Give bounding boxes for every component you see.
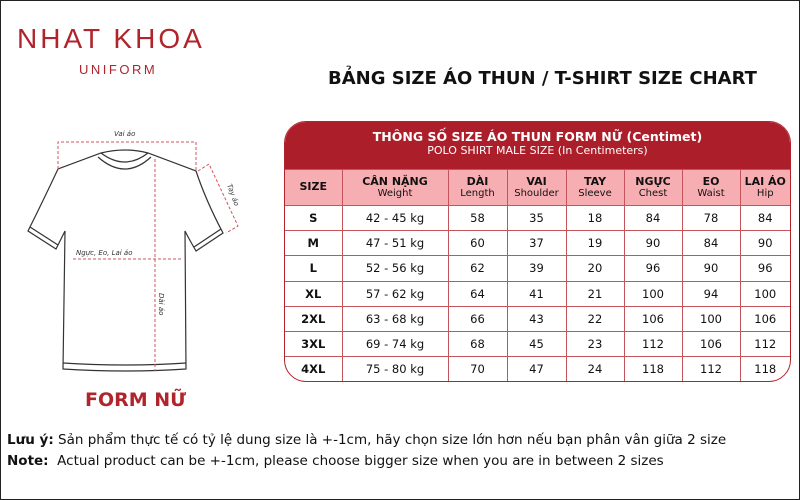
form-label: FORM NỮ — [85, 389, 187, 411]
table-row — [285, 206, 790, 231]
column-header-en: Chest — [638, 188, 668, 200]
table-row — [285, 281, 790, 306]
table-cell: 42 - 45 kg — [342, 206, 448, 231]
table-cell: 118 — [740, 357, 790, 382]
table-subtitle: POLO SHIRT MALE SIZE (In Centimeters) — [427, 144, 648, 157]
column-header — [624, 170, 682, 206]
column-header-en: Waist — [697, 188, 725, 200]
size-cell: 3XL — [285, 331, 342, 356]
sleeve-label: Tay áo — [225, 182, 241, 208]
table-cell: 69 - 74 kg — [342, 331, 448, 356]
brand-logo: NHAT KHOA — [17, 23, 205, 54]
table-cell: 84 — [740, 206, 790, 231]
size-cell: 4XL — [285, 357, 342, 382]
table-cell: 112 — [740, 331, 790, 356]
table-cell: 52 - 56 kg — [342, 256, 448, 281]
table-row — [285, 306, 790, 331]
table-row — [285, 357, 790, 382]
table-cell: 66 — [448, 306, 507, 331]
column-header-vi: TAY — [583, 174, 607, 188]
table-cell: 41 — [507, 281, 566, 306]
column-header-en: Length — [460, 188, 495, 200]
table-cell: 84 — [624, 206, 682, 231]
column-header — [285, 170, 342, 206]
table-cell: 57 - 62 kg — [342, 281, 448, 306]
table-cell: 39 — [507, 256, 566, 281]
column-header-vi: DÀI — [466, 174, 489, 188]
column-header-vi: EO — [702, 174, 720, 188]
table-cell: 118 — [624, 357, 682, 382]
table-cell: 21 — [566, 281, 624, 306]
table-cell: 90 — [682, 256, 740, 281]
table-cell: 37 — [507, 231, 566, 256]
note-vietnamese — [7, 432, 726, 448]
column-header — [740, 170, 790, 206]
table-cell: 19 — [566, 231, 624, 256]
table-cell: 24 — [566, 357, 624, 382]
table-cell: 84 — [682, 231, 740, 256]
table-row — [285, 256, 790, 281]
note-label-en: Note: — [7, 453, 49, 469]
table-cell: 100 — [624, 281, 682, 306]
table-cell: 90 — [740, 231, 790, 256]
size-chart-table — [284, 121, 791, 382]
table-cell: 18 — [566, 206, 624, 231]
table-header — [285, 122, 790, 169]
table-cell: 106 — [740, 306, 790, 331]
table-cell: 78 — [682, 206, 740, 231]
table-cell: 45 — [507, 331, 566, 356]
table-cell: 47 — [507, 357, 566, 382]
table-cell: 35 — [507, 206, 566, 231]
column-header — [507, 170, 566, 206]
note-label-vi: Lưu ý: — [7, 432, 54, 448]
shoulder-label: Vai áo — [114, 130, 136, 138]
column-header — [342, 170, 448, 206]
table-cell: 75 - 80 kg — [342, 357, 448, 382]
table-cell: 112 — [624, 331, 682, 356]
table-cell: 63 - 68 kg — [342, 306, 448, 331]
column-header — [682, 170, 740, 206]
size-cell: L — [285, 256, 342, 281]
table-cell: 106 — [682, 331, 740, 356]
table-cell: 100 — [740, 281, 790, 306]
table-cell: 106 — [624, 306, 682, 331]
note-text-en: Actual product can be +-1cm, please choose bigger size when you are in between 2 sizes — [48, 453, 664, 469]
column-header — [448, 170, 507, 206]
table-cell: 43 — [507, 306, 566, 331]
column-header-vi: NGỰC — [635, 174, 671, 188]
table-cell: 100 — [682, 306, 740, 331]
column-header-en: Hip — [756, 188, 774, 200]
note-text-vi: Sản phẩm thực tế có tỷ lệ dung size là +-1cm, hãy chọn size lớn hơn nếu bạn phân vân giữa 2 size — [53, 432, 727, 448]
size-cell: XL — [285, 281, 342, 306]
table-cell: 20 — [566, 256, 624, 281]
page-title: BẢNG SIZE ÁO THUN / T-SHIRT SIZE CHART — [328, 68, 757, 89]
tshirt-diagram — [1, 121, 261, 381]
column-header-vi: SIZE — [299, 180, 327, 194]
table-cell: 60 — [448, 231, 507, 256]
table-cell: 47 - 51 kg — [342, 231, 448, 256]
table-cell: 62 — [448, 256, 507, 281]
table-cell: 112 — [682, 357, 740, 382]
table-cell: 96 — [740, 256, 790, 281]
chest-label: Ngực, Eo, Lai áo — [76, 249, 133, 257]
length-label: Dài áo — [157, 293, 165, 316]
table-row — [285, 331, 790, 356]
table-cell: 22 — [566, 306, 624, 331]
size-cell: 2XL — [285, 306, 342, 331]
table-row — [285, 231, 790, 256]
table-cell: 70 — [448, 357, 507, 382]
table-cell: 90 — [624, 231, 682, 256]
note-english — [7, 453, 664, 469]
size-cell: S — [285, 206, 342, 231]
column-header-vi: CÂN NẶNG — [362, 174, 428, 188]
column-header-en: Weight — [377, 188, 413, 200]
table-cell: 94 — [682, 281, 740, 306]
table-cell: 23 — [566, 331, 624, 356]
brand-logo-subtitle: UNIFORM — [79, 62, 158, 77]
column-header-vi: VAI — [526, 174, 547, 188]
table-cell: 64 — [448, 281, 507, 306]
column-header-en: Sleeve — [578, 188, 612, 200]
column-header-vi: LAI ÁO — [744, 174, 786, 188]
table-title: THÔNG SỐ SIZE ÁO THUN FORM NỮ (Centimet) — [372, 129, 703, 144]
size-cell: M — [285, 231, 342, 256]
table-cell: 58 — [448, 206, 507, 231]
column-header — [566, 170, 624, 206]
table-cell: 68 — [448, 331, 507, 356]
column-header-en: Shoulder — [514, 188, 559, 200]
table-cell: 96 — [624, 256, 682, 281]
